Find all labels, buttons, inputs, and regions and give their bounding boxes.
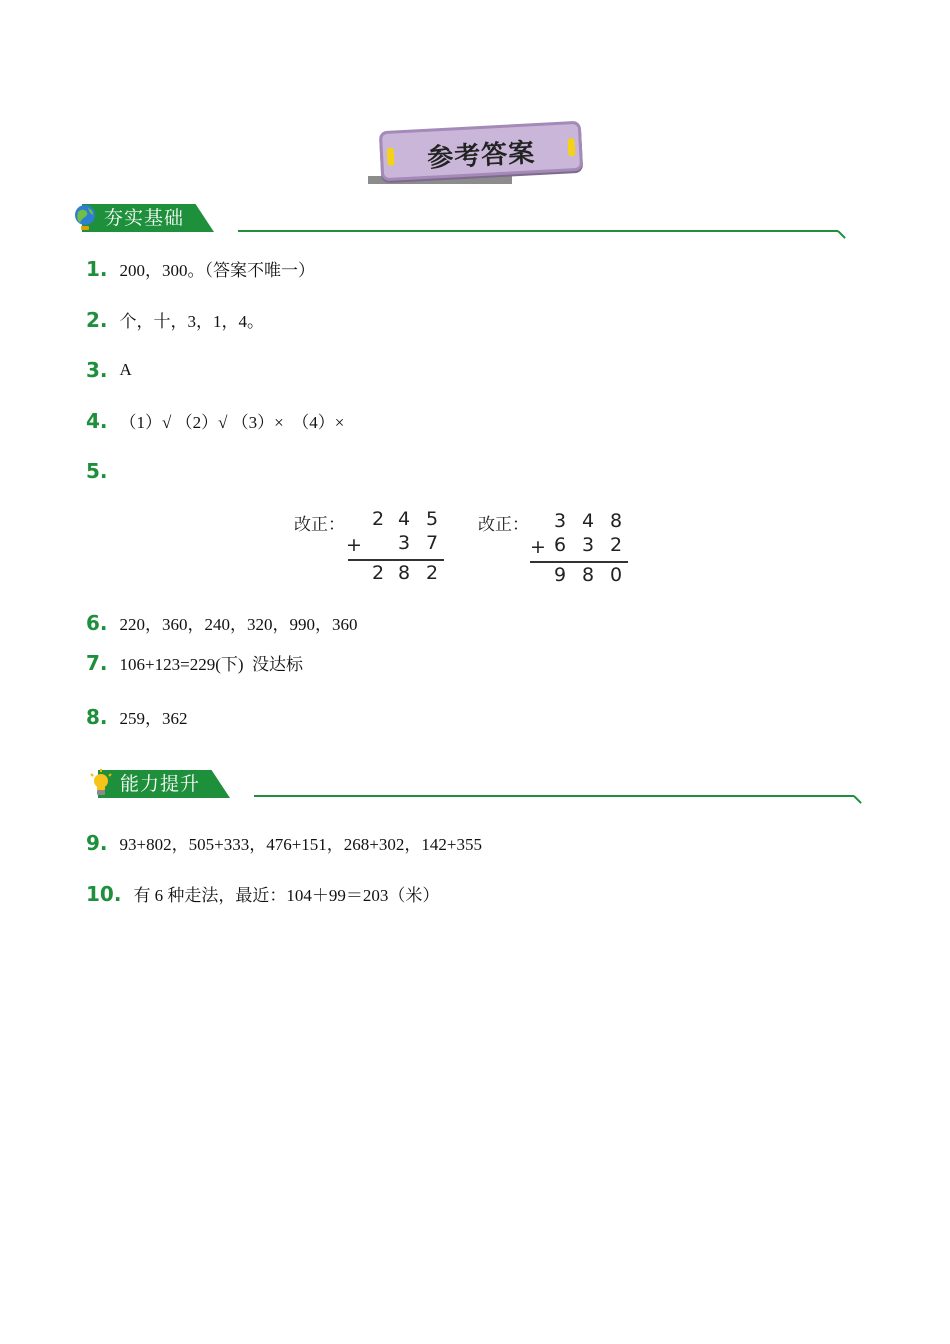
answer-text: 220，360，240，320，990，360 <box>119 615 358 634</box>
answer-text: A <box>119 360 132 379</box>
digit: 3 <box>581 534 595 556</box>
answer-8 <box>86 704 188 729</box>
digit: 8 <box>581 564 595 586</box>
digit: 8 <box>397 562 411 584</box>
plus-sign: + <box>530 536 546 558</box>
answer-text: 93+802，505+333，476+151，268+302，142+355 <box>119 835 482 854</box>
answer-number: 3. <box>86 358 108 382</box>
answer-9 <box>86 830 482 855</box>
section-divider-end <box>853 795 861 803</box>
digit: 2 <box>425 562 439 584</box>
lightbulb-icon <box>88 768 116 798</box>
answer-number: 2. <box>86 307 108 332</box>
plus-sign: + <box>346 534 362 556</box>
digit: 2 <box>609 534 623 556</box>
answer-number: 9. <box>86 830 108 855</box>
answer-5 <box>86 459 120 483</box>
answer-2 <box>86 307 264 332</box>
answer-text: 259，362 <box>119 709 188 728</box>
section-label: 能力提升 <box>120 773 201 795</box>
digit: 4 <box>397 508 411 530</box>
title-plaque <box>379 121 583 182</box>
section-label: 夯实基础 <box>104 207 185 229</box>
digit: 0 <box>609 564 623 586</box>
answer-number: 10. <box>86 881 122 906</box>
answer-7 <box>86 650 303 675</box>
digit: 9 <box>553 564 567 586</box>
section-divider <box>238 230 838 232</box>
section-divider-end <box>837 230 845 238</box>
answer-4 <box>86 408 344 433</box>
answer-3 <box>86 358 132 382</box>
sum-line <box>530 561 628 563</box>
correction-calc-2 <box>478 508 638 588</box>
answer-number: 1. <box>86 256 108 281</box>
correction-label: 改正： <box>478 515 529 535</box>
answer-6 <box>86 610 358 635</box>
section-header-basics <box>72 202 852 234</box>
globe-icon <box>72 202 100 232</box>
page-title: 参考答案 <box>426 138 536 174</box>
answer-10 <box>86 881 439 906</box>
answer-number: 7. <box>86 650 108 675</box>
digit: 2 <box>371 508 385 530</box>
digit: 6 <box>553 534 567 556</box>
answer-number: 5. <box>86 459 108 483</box>
digit: 7 <box>425 532 439 554</box>
answer-text: （1）√ （2）√ （3）× （4）× <box>119 413 345 432</box>
answer-number: 4. <box>86 408 108 433</box>
title-banner <box>366 122 586 188</box>
correction-label: 改正： <box>294 515 345 535</box>
answer-text: 个，十，3，1，4。 <box>119 312 265 331</box>
answer-1 <box>86 256 315 281</box>
digit: 2 <box>371 562 385 584</box>
section-divider <box>254 795 854 797</box>
digit: 4 <box>581 510 595 532</box>
answer-text: 有 6 种走法，最近：104＋99＝203（米） <box>133 886 440 905</box>
digit: 5 <box>425 508 439 530</box>
answer-number: 8. <box>86 704 108 729</box>
digit: 3 <box>397 532 411 554</box>
correction-calc-1 <box>294 508 454 588</box>
answer-text: 106+123=229(下) 没达标 <box>119 655 304 674</box>
answer-number: 6. <box>86 610 108 635</box>
answer-text: 200，300。（答案不唯一） <box>119 261 316 280</box>
section-header-advanced <box>88 768 868 800</box>
digit: 3 <box>553 510 567 532</box>
sum-line <box>348 559 444 561</box>
digit: 8 <box>609 510 623 532</box>
